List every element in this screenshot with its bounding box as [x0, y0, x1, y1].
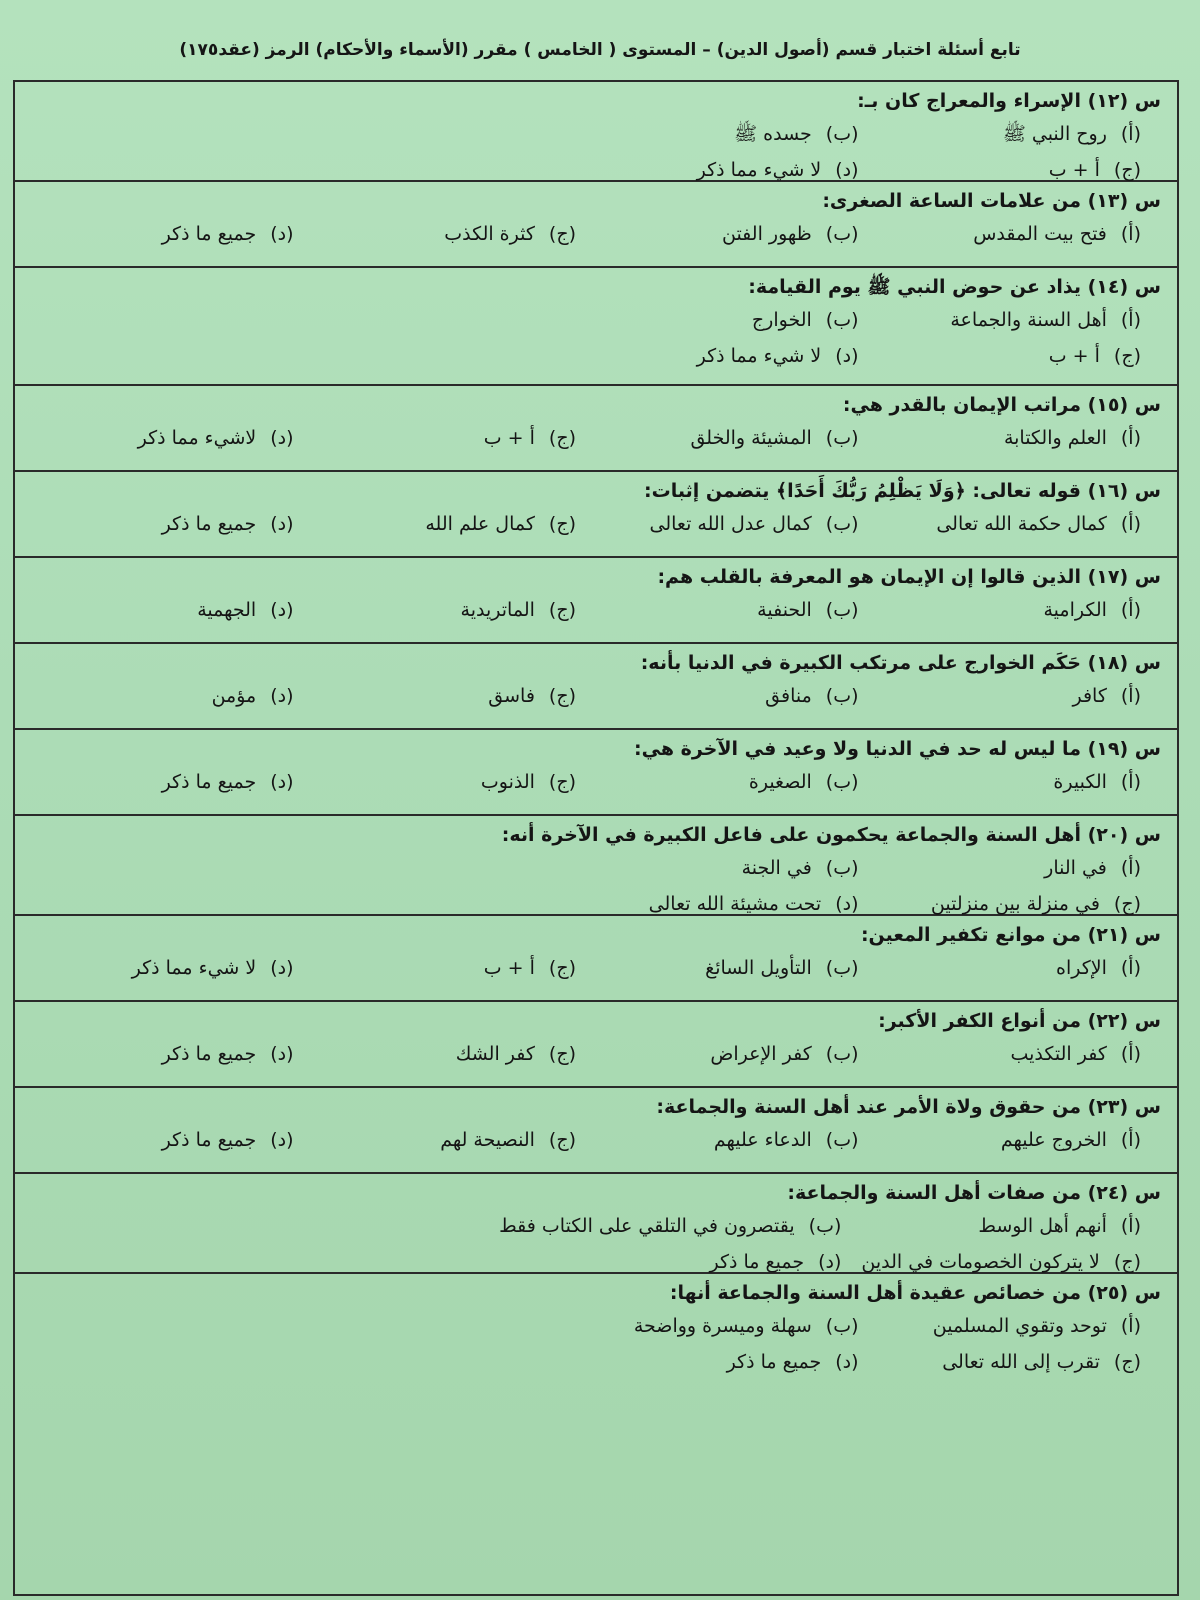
option-letter: (د) — [270, 427, 294, 449]
answer-option — [596, 1036, 879, 1072]
option-text: الإكراه — [1056, 957, 1107, 979]
answer-options — [31, 216, 1161, 252]
answer-options — [31, 764, 1161, 800]
answer-option — [879, 116, 1162, 152]
answer-option — [596, 592, 879, 628]
option-text: الحنفية — [757, 599, 812, 621]
option-text: كمال حكمة الله تعالى — [936, 513, 1107, 535]
option-text: مؤمن — [211, 685, 257, 707]
option-text: جميع ما ذكر — [709, 1251, 805, 1273]
question-row — [15, 730, 1177, 816]
question-row — [15, 1002, 1177, 1088]
option-letter: (ج) — [548, 685, 576, 707]
option-letter: (أ) — [1120, 1215, 1141, 1237]
option-letter: (د) — [270, 957, 294, 979]
option-letter: (ب) — [825, 123, 859, 145]
option-text: في الجنة — [741, 857, 812, 879]
option-text: تحت مشيئة الله تعالى — [648, 893, 822, 915]
option-text: سهلة وميسرة وواضحة — [633, 1315, 812, 1337]
option-letter: (ب) — [825, 685, 859, 707]
option-letter: (د) — [818, 1251, 842, 1273]
answer-options — [31, 1122, 1161, 1158]
answer-option — [596, 420, 879, 456]
option-text: الخروج عليهم — [1000, 1129, 1107, 1151]
question-row — [15, 916, 1177, 1002]
spacer — [31, 1208, 499, 1244]
question-text: س (١٥) مراتب الإيمان بالقدر هي: — [842, 394, 1161, 416]
question-text: س (٢٥) من خصائص عقيدة أهل السنة والجماعة أنها: — [669, 1282, 1161, 1304]
option-letter: (أ) — [1120, 123, 1141, 145]
option-letter: (ب) — [825, 223, 859, 245]
answer-option — [314, 764, 597, 800]
option-letter: (أ) — [1120, 1315, 1141, 1337]
option-letter: (أ) — [1120, 309, 1141, 331]
option-text: جميع ما ذكر — [161, 771, 257, 793]
option-text: كمال عدل الله تعالى — [649, 513, 812, 535]
answer-options — [31, 678, 1161, 714]
answer-option — [596, 1308, 879, 1344]
option-text: لا شيء مما ذكر — [696, 159, 822, 181]
option-text: جميع ما ذكر — [726, 1351, 822, 1373]
option-letter: (أ) — [1120, 599, 1141, 621]
option-letter: (أ) — [1120, 1043, 1141, 1065]
option-text: كمال علم الله — [425, 513, 535, 535]
question-text: س (١٧) الذين قالوا إن الإيمان هو المعرفة بالقلب هم: — [657, 566, 1161, 588]
option-text: الكرامية — [1043, 599, 1107, 621]
answer-option — [596, 302, 879, 338]
answer-option — [879, 950, 1162, 986]
question-text: س (٢١) من موانع تكفير المعين: — [860, 924, 1161, 946]
answer-option — [31, 678, 314, 714]
option-text: لا يتركون الخصومات في الدين — [861, 1251, 1100, 1273]
option-letter: (ج) — [1113, 1351, 1141, 1373]
option-text: لاشيء مما ذكر — [137, 427, 257, 449]
answer-option — [314, 216, 597, 252]
answer-option — [879, 420, 1162, 456]
option-text: توحد وتقوي المسلمين — [932, 1315, 1107, 1337]
option-text: أهل السنة والجماعة — [950, 309, 1107, 331]
option-text: كفر التكذيب — [1010, 1043, 1107, 1065]
spacer — [31, 1344, 596, 1380]
option-letter: (د) — [835, 159, 859, 181]
option-letter: (ج) — [1113, 159, 1141, 181]
answer-option — [596, 850, 879, 886]
answer-option — [499, 1208, 861, 1244]
answer-option — [879, 506, 1162, 542]
question-text: س (٢٠) أهل السنة والجماعة يحكمون على فاعل الكبيرة في الآخرة أنه: — [501, 824, 1161, 846]
answer-option — [31, 950, 314, 986]
option-letter: (ج) — [548, 513, 576, 535]
question-text: س (١٣) من علامات الساعة الصغرى: — [822, 190, 1161, 212]
answer-options — [31, 592, 1161, 628]
option-text: ظهور الفتن — [721, 223, 812, 245]
option-text: أ + ب — [1048, 159, 1100, 181]
answer-option — [596, 764, 879, 800]
option-letter: (أ) — [1120, 771, 1141, 793]
option-text: روح النبي ﷺ — [1002, 123, 1107, 145]
answer-option — [314, 950, 597, 986]
option-text: لا شيء مما ذكر — [131, 957, 257, 979]
option-text: جميع ما ذكر — [161, 1043, 257, 1065]
option-letter: (ج) — [548, 1043, 576, 1065]
answer-option — [31, 506, 314, 542]
answer-option — [596, 678, 879, 714]
answer-option — [31, 764, 314, 800]
question-row — [15, 1174, 1177, 1274]
option-text: الجهمية — [197, 599, 257, 621]
answer-option — [314, 506, 597, 542]
option-text: كفر الإعراض — [710, 1043, 812, 1065]
option-text: أنهم أهل الوسط — [978, 1215, 1107, 1237]
question-row — [15, 1088, 1177, 1174]
spacer — [31, 338, 596, 374]
option-letter: (د) — [270, 513, 294, 535]
answer-option — [879, 302, 1162, 338]
answer-options — [31, 1208, 1161, 1280]
option-text: جميع ما ذكر — [161, 1129, 257, 1151]
answer-option — [596, 950, 879, 986]
option-text: الماتريدية — [460, 599, 535, 621]
option-letter: (د) — [270, 685, 294, 707]
spacer — [31, 1308, 596, 1344]
option-letter: (ج) — [548, 1129, 576, 1151]
option-letter: (د) — [270, 223, 294, 245]
option-text: كثرة الكذب — [444, 223, 535, 245]
option-text: تقرب إلى الله تعالى — [942, 1351, 1100, 1373]
answer-option — [596, 338, 879, 374]
option-letter: (د) — [270, 1043, 294, 1065]
answer-option — [596, 116, 879, 152]
answer-option — [31, 216, 314, 252]
option-text: في النار — [1044, 857, 1107, 879]
option-text: الصغيرة — [748, 771, 812, 793]
answer-option — [879, 1344, 1162, 1380]
option-letter: (أ) — [1120, 685, 1141, 707]
option-text: الخوارج — [751, 309, 812, 331]
question-row — [15, 644, 1177, 730]
answer-options — [31, 850, 1161, 922]
option-letter: (ج) — [548, 427, 576, 449]
option-text: جميع ما ذكر — [161, 223, 257, 245]
option-letter: (أ) — [1120, 857, 1141, 879]
option-letter: (ب) — [808, 1215, 842, 1237]
answer-option — [314, 1036, 597, 1072]
answer-option — [596, 216, 879, 252]
option-text: أ + ب — [1048, 345, 1100, 367]
answer-option — [879, 850, 1162, 886]
option-text: أ + ب — [483, 957, 535, 979]
option-letter: (ج) — [548, 771, 576, 793]
option-text: أ + ب — [483, 427, 535, 449]
option-letter: (ب) — [825, 1043, 859, 1065]
option-letter: (أ) — [1120, 223, 1141, 245]
option-letter: (ب) — [825, 957, 859, 979]
option-letter: (ب) — [825, 1315, 859, 1337]
option-text: في منزلة بين منزلتين — [930, 893, 1100, 915]
option-letter: (أ) — [1120, 513, 1141, 535]
option-letter: (ب) — [825, 599, 859, 621]
answer-option — [31, 1036, 314, 1072]
question-row — [15, 472, 1177, 558]
option-text: المشيئة والخلق — [690, 427, 812, 449]
question-text: س (١٨) حَكَم الخوارج على مرتكب الكبيرة في الدنيا بأنه: — [640, 652, 1161, 674]
option-letter: (ج) — [1113, 1251, 1141, 1273]
option-letter: (ج) — [548, 223, 576, 245]
question-row — [15, 268, 1177, 386]
question-text: س (٢٢) من أنواع الكفر الأكبر: — [878, 1010, 1161, 1032]
answer-option — [596, 506, 879, 542]
question-row — [15, 1274, 1177, 1392]
option-text: العلم والكتابة — [1003, 427, 1107, 449]
option-text: لا شيء مما ذكر — [696, 345, 822, 367]
option-letter: (د) — [835, 893, 859, 915]
option-letter: (أ) — [1120, 427, 1141, 449]
questions-table — [13, 80, 1179, 1596]
answer-option — [31, 420, 314, 456]
spacer — [31, 116, 596, 152]
option-letter: (د) — [835, 1351, 859, 1373]
option-text: فتح بيت المقدس — [973, 223, 1107, 245]
answer-options — [31, 302, 1161, 374]
answer-option — [879, 1122, 1162, 1158]
option-letter: (أ) — [1120, 1129, 1141, 1151]
spacer — [31, 850, 596, 886]
answer-option — [879, 1036, 1162, 1072]
option-letter: (أ) — [1120, 957, 1141, 979]
answer-option — [314, 420, 597, 456]
option-text: الدعاء عليهم — [713, 1129, 812, 1151]
answer-option — [861, 1208, 1161, 1244]
option-letter: (ب) — [825, 857, 859, 879]
option-letter: (ب) — [825, 1129, 859, 1151]
answer-option — [596, 1122, 879, 1158]
option-text: التأويل السائغ — [705, 957, 812, 979]
answer-option — [879, 216, 1162, 252]
option-text: كافر — [1072, 685, 1107, 707]
question-text: س (٢٣) من حقوق ولاة الأمر عند أهل السنة والجماعة: — [656, 1096, 1161, 1118]
option-text: فاسق — [488, 685, 535, 707]
answer-options — [31, 506, 1161, 542]
option-letter: (ج) — [548, 599, 576, 621]
answer-option — [314, 592, 597, 628]
question-row — [15, 816, 1177, 916]
answer-options — [31, 1036, 1161, 1072]
option-letter: (د) — [270, 599, 294, 621]
option-letter: (ب) — [825, 309, 859, 331]
question-row — [15, 182, 1177, 268]
answer-option — [596, 1344, 879, 1380]
answer-options — [31, 420, 1161, 456]
option-letter: (ج) — [548, 957, 576, 979]
option-text: منافق — [765, 685, 812, 707]
question-text: س (١٩) ما ليس له حد في الدنيا ولا وعيد في الآخرة هي: — [634, 738, 1161, 760]
spacer — [31, 302, 596, 338]
option-text: كفر الشك — [455, 1043, 535, 1065]
option-letter: (ب) — [825, 771, 859, 793]
option-letter: (د) — [270, 771, 294, 793]
option-letter: (د) — [835, 345, 859, 367]
answer-options — [31, 116, 1161, 188]
answer-option — [31, 1122, 314, 1158]
answer-option — [879, 338, 1162, 374]
answer-option — [314, 1122, 597, 1158]
answer-options — [31, 950, 1161, 986]
answer-option — [314, 678, 597, 714]
question-row — [15, 386, 1177, 472]
option-letter: (ج) — [1113, 893, 1141, 915]
page-header: تابع أسئلة اختبار قسم (أصول الدين) – المستوى ( الخامس ) مقرر (الأسماء والأحكام) الرمز (عقد١٧٥) — [179, 40, 1021, 60]
option-text: الذنوب — [480, 771, 535, 793]
option-letter: (ج) — [1113, 345, 1141, 367]
question-row — [15, 82, 1177, 182]
option-text: يقتصرون في التلقي على الكتاب فقط — [499, 1215, 795, 1237]
question-text: س (١٦) قوله تعالى: ﴿وَلَا يَظْلِمُ رَبُّكَ أَحَدًا﴾ يتضمن إثبات: — [644, 480, 1161, 502]
answer-option — [879, 764, 1162, 800]
option-text: الكبيرة — [1053, 771, 1107, 793]
answer-option — [879, 592, 1162, 628]
option-letter: (ب) — [825, 427, 859, 449]
option-letter: (ب) — [825, 513, 859, 535]
answer-options — [31, 1308, 1161, 1380]
answer-option — [31, 592, 314, 628]
option-text: جسده ﷺ — [734, 123, 812, 145]
question-text: س (١٤) يذاد عن حوض النبي ﷺ يوم القيامة: — [748, 276, 1161, 298]
answer-option — [879, 1308, 1162, 1344]
answer-option — [879, 678, 1162, 714]
question-text: س (٢٤) من صفات أهل السنة والجماعة: — [787, 1182, 1161, 1204]
option-text: جميع ما ذكر — [161, 513, 257, 535]
question-row — [15, 558, 1177, 644]
option-text: النصيحة لهم — [440, 1129, 535, 1151]
option-letter: (د) — [270, 1129, 294, 1151]
question-text: س (١٢) الإسراء والمعراج كان بـ: — [857, 90, 1161, 112]
